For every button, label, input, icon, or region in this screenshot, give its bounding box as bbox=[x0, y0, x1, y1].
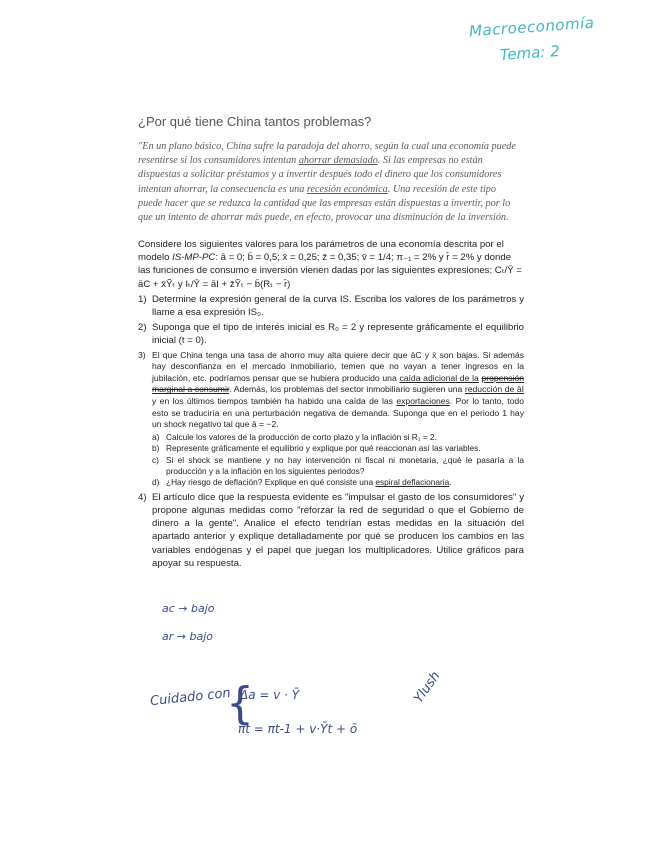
quote-block bbox=[138, 140, 521, 225]
quote-text-a: "En un plano básico, China sufre la paradoja del ahorro, según la cual una economía puede resentirse si los consumidores intentan bbox=[138, 141, 516, 167]
subpart-a-text: Calcule los valores de la producción de corto plazo y la inflación si R₁ = 2. bbox=[166, 431, 437, 442]
question-3-text-c: y en los últimos tiempos también ha habido una caída de las bbox=[152, 396, 397, 406]
question-3-underline-2: propensión marginal a consumir bbox=[152, 372, 525, 395]
intro-text-2: : ā = 0; b̄ = 0,5; x̄ = 0,25; z̄ = 0,35; v̄ = 1/4; π₋₁ = 2% y r̄ = 2% y donde las funciones de consumo e inversión vienen dadas por las siguientes expresiones: Cₜ/Ȳ = āC + x̄Ỹₜ y Iₜ/Ȳ = āI + z̄Ỹₜ − b̄(Rₜ − r̄) bbox=[138, 252, 522, 290]
subpart-b-letter: b) bbox=[152, 443, 160, 454]
subpart-d bbox=[152, 477, 524, 488]
handwritten-topic: Tema: 2 bbox=[499, 41, 561, 65]
question-3-underline-4: exportaciones bbox=[396, 396, 450, 406]
curly-brace-icon: { bbox=[226, 678, 254, 729]
question-2 bbox=[138, 321, 524, 347]
question-4-text: El artículo dice que la respuesta evidente es "impulsar el gasto de los consumidores" y propone algunas medidas como "reforzar la red de seguridad o que el Gobierno de dinero a la gente". Analice el efecto tendrían estas medidas en la situación del apartado anterior y explique detalladamente por qué se producen los cambios en las variables endógenas y el papel que juegan los multiplicadores. Utilice gráficos para apoyar su respuesta. bbox=[152, 491, 524, 569]
model-name: IS-MP-PC bbox=[172, 252, 216, 264]
handwritten-equation-2: πt = πt-1 + v·Ȳt + ō bbox=[238, 722, 358, 736]
quote-underline-2: recesión económica bbox=[306, 183, 388, 195]
quote-text-c: . Una recesión de este tipo puede hacer que se reduzca la cantidad que las empresas están dispuestas a invertir, por lo que un intento de ahorrar más puede, en efecto, provocar una disminución de la inversión. bbox=[138, 183, 511, 224]
subpart-b-text: Represente gráficamente el equilibrio y explique por qué reaccionan así las variables. bbox=[166, 443, 481, 454]
question-1-text: Determine la expresión general de la curva IS. Escriba los valores de los parámetros y llame a esa expresión IS₀. bbox=[152, 293, 524, 319]
subpart-c-text: Si el shock se mantiene y no hay intervención ni fiscal ni monetaria, ¿qué le pasaría a la producción y a la inflación en los siguientes periodos? bbox=[166, 454, 524, 476]
question-3-text-b: . Además, los problemas del sector inmobiliario sugieren una bbox=[229, 384, 465, 395]
question-3-text-d: . Por lo tanto, todo esto se traduciría en una perturbación negativa de demanda. Suponga que en el periodo 1 hay un shock negativo tal que ā = −2. bbox=[152, 396, 524, 430]
subpart-d-underline: espiral deflacionaria bbox=[375, 477, 450, 488]
handwritten-note-ac: ac → bajo bbox=[162, 602, 215, 615]
subpart-c-letter: c) bbox=[152, 454, 159, 465]
subpart-b bbox=[152, 443, 524, 454]
question-1 bbox=[138, 293, 524, 319]
subpart-a bbox=[152, 432, 524, 443]
subpart-a-letter: a) bbox=[152, 431, 160, 442]
question-3-subparts bbox=[152, 432, 524, 489]
question-2-text: Suponga que el tipo de interés inicial es R₀ = 2 y represente gráficamente el equilibrio inicial (t = 0). bbox=[152, 322, 524, 347]
handwritten-signature: Ylush bbox=[411, 668, 444, 707]
intro-paragraph bbox=[138, 238, 524, 291]
subpart-c bbox=[152, 455, 524, 478]
question-3 bbox=[138, 350, 524, 489]
subpart-d-end: . bbox=[449, 477, 452, 488]
handwritten-subject: Macroeconomía bbox=[468, 13, 596, 41]
subpart-d-letter: d) bbox=[152, 477, 160, 488]
document-title: ¿Por qué tiene China tantos problemas? bbox=[138, 114, 372, 129]
question-1-number: 1) bbox=[138, 293, 147, 305]
handwritten-note-cuidado: Cuidado con bbox=[149, 685, 232, 710]
question-3-text-a: El que China tenga una tasa de ahorro muy alta quiere decir que āC y x̄ son bajas. Si además hay desconfianza en el mercado inmobiliario, temen que no vayan a tener ingresos en la jubilación, etc. podríamos pensar que se hubiera producido una bbox=[152, 349, 524, 383]
question-4 bbox=[138, 491, 524, 570]
quote-underline-1: ahorrar demasiado bbox=[298, 155, 378, 167]
handwritten-equation-1: Δa = v · Ȳ bbox=[240, 688, 300, 702]
intro-text-1: Considere los siguientes valores para los parámetros de una economía descrita por el modelo bbox=[138, 239, 504, 264]
handwritten-note-ar: ar → bajo bbox=[162, 630, 213, 643]
question-3-number: 3) bbox=[138, 349, 146, 360]
question-3-underline-3: reducción de āI bbox=[464, 384, 525, 395]
quote-text-b: . Si las empresas no están dispuestas a solicitar préstamos y a invertir después todo el dinero que los consumidores intentan ahorrar, la consecuencia es una bbox=[138, 155, 502, 195]
exercise-body bbox=[138, 238, 524, 572]
question-2-number: 2) bbox=[138, 322, 147, 334]
subpart-d-text: ¿Hay riesgo de deflación? Explique en qué consiste una bbox=[166, 477, 376, 488]
question-3-underline-1: caída adicional de la bbox=[399, 372, 479, 383]
question-list bbox=[138, 293, 524, 570]
question-4-number: 4) bbox=[138, 491, 147, 503]
